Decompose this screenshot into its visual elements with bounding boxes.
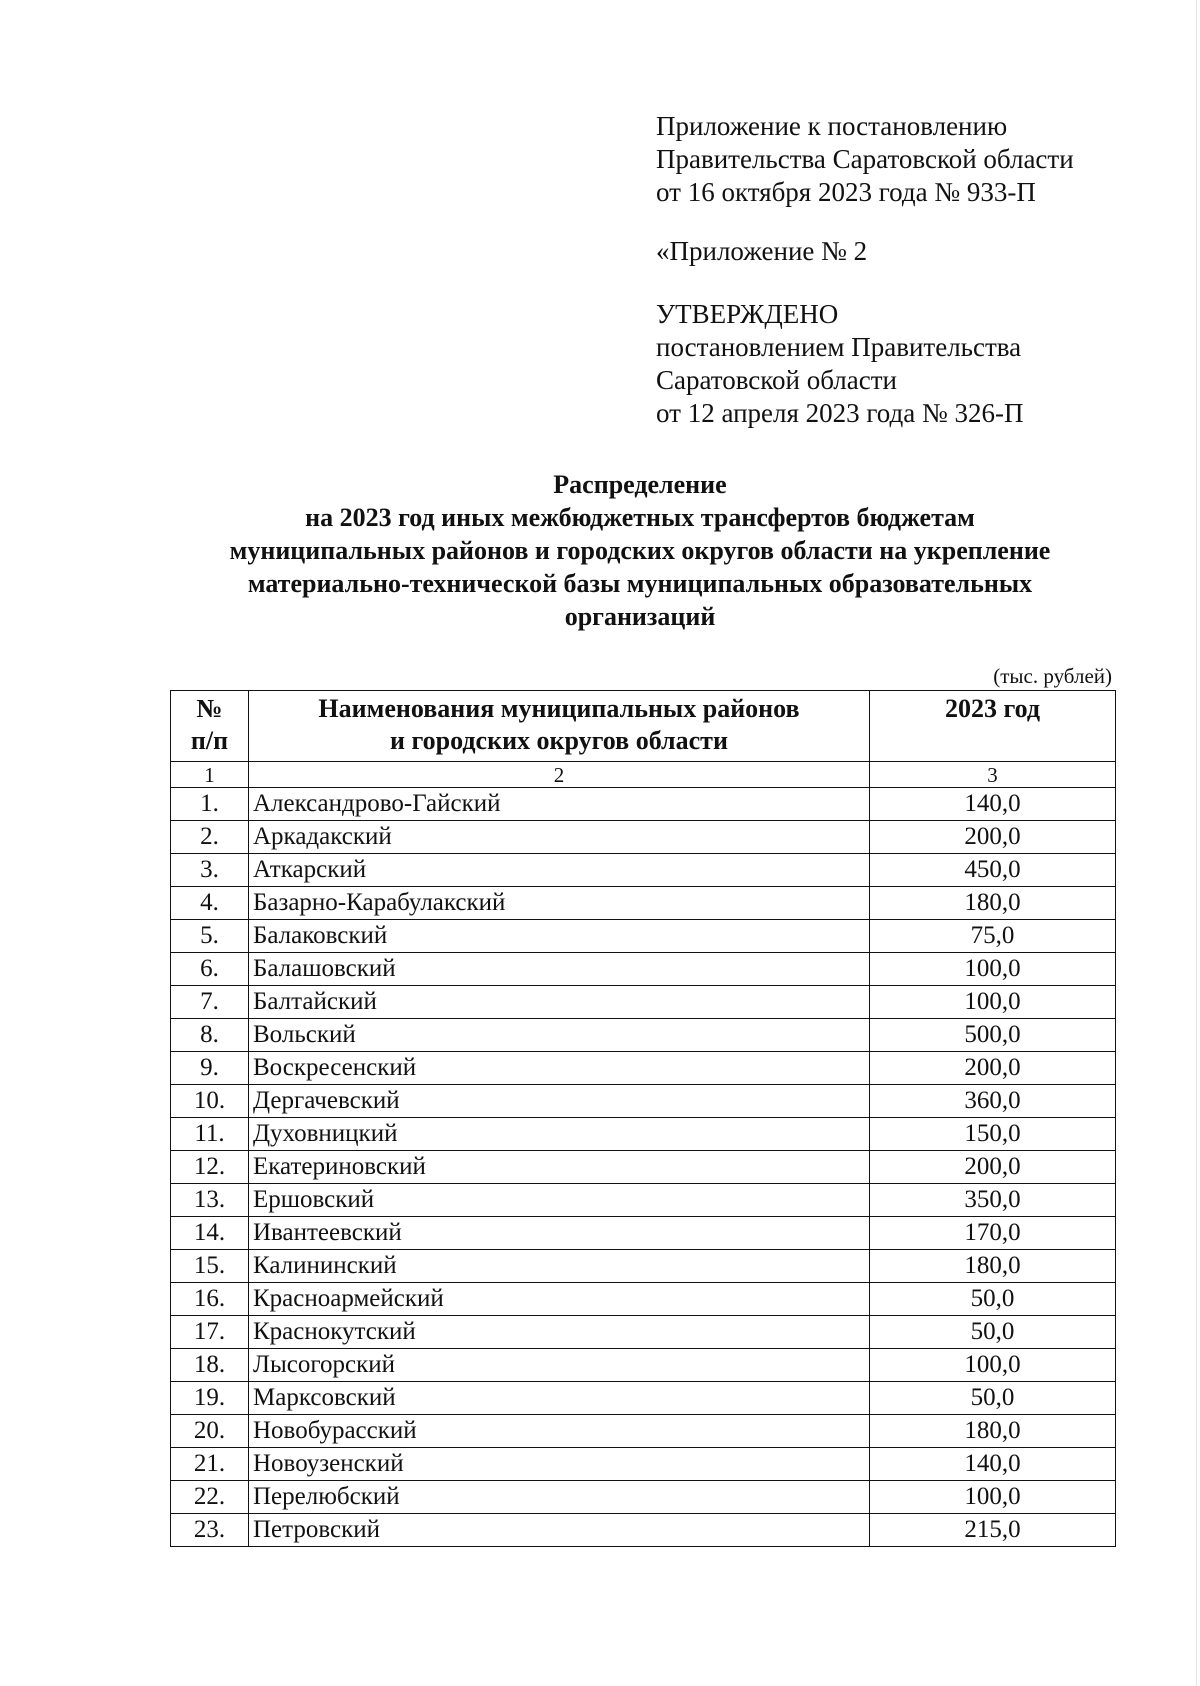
row-name: Балтайский: [249, 986, 870, 1019]
table-row: [171, 1382, 1116, 1415]
table-row: [171, 920, 1116, 953]
table-row: [171, 1151, 1116, 1184]
header-line-6: постановлением Правительства: [656, 332, 1022, 362]
row-value: 50,0: [870, 1382, 1116, 1415]
document-title: [150, 468, 1130, 633]
row-value: 360,0: [870, 1085, 1116, 1118]
row-value: 50,0: [870, 1283, 1116, 1316]
row-value: 180,0: [870, 1250, 1116, 1283]
row-name: Дергачевский: [249, 1085, 870, 1118]
row-number: 5.: [171, 920, 249, 953]
table-row: [171, 1118, 1116, 1151]
row-number: 16.: [171, 1283, 249, 1316]
row-value: 170,0: [870, 1217, 1116, 1250]
header-line-5: УТВЕРЖДЕНО: [656, 299, 839, 329]
column-index: 3: [870, 762, 1116, 788]
row-value: 50,0: [870, 1316, 1116, 1349]
title-line-2: на 2023 год иных межбюджетных трансфертов бюджетам: [305, 503, 975, 532]
row-value: 350,0: [870, 1184, 1116, 1217]
row-name: Балашовский: [249, 953, 870, 986]
row-name: Духовницкий: [249, 1118, 870, 1151]
column-index: 1: [171, 762, 249, 788]
units-label: (тыс. рублей): [993, 664, 1112, 688]
row-name: Вольский: [249, 1019, 870, 1052]
row-number: 21.: [171, 1448, 249, 1481]
row-value: 100,0: [870, 953, 1116, 986]
title-line-4: материально-технической базы муниципальных образовательных: [247, 569, 1033, 598]
table-row: [171, 1514, 1116, 1547]
row-number: 23.: [171, 1514, 249, 1547]
column-index-row: [171, 762, 1116, 788]
header-line-8: от 12 апреля 2023 года № 326-П: [656, 398, 1024, 428]
row-value: 100,0: [870, 1349, 1116, 1382]
row-value: 180,0: [870, 887, 1116, 920]
row-name: Базарно-Карабулакский: [249, 887, 870, 920]
title-line-3: муниципальных районов и городских округов области на укрепление: [229, 536, 1051, 565]
row-number: 7.: [171, 986, 249, 1019]
row-number: 10.: [171, 1085, 249, 1118]
table-row: [171, 1217, 1116, 1250]
table-row: [171, 1283, 1116, 1316]
row-number: 12.: [171, 1151, 249, 1184]
table-row: [171, 821, 1116, 854]
approval-header: [656, 110, 1176, 430]
header-name-line-2: и городских округов области: [390, 726, 728, 755]
row-name: Ершовский: [249, 1184, 870, 1217]
header-value: [870, 691, 1116, 762]
title-line-5: организаций: [564, 602, 716, 631]
row-number: 1.: [171, 788, 249, 821]
table-row: [171, 986, 1116, 1019]
header-line-1: Приложение к постановлению: [656, 111, 1008, 141]
row-number: 3.: [171, 854, 249, 887]
table-row: [171, 854, 1116, 887]
row-value: 200,0: [870, 1052, 1116, 1085]
table-header-row: [171, 691, 1116, 762]
row-value: 200,0: [870, 1151, 1116, 1184]
table-row: [171, 1250, 1116, 1283]
row-value: 75,0: [870, 920, 1116, 953]
table-row: [171, 1349, 1116, 1382]
row-number: 6.: [171, 953, 249, 986]
header-line-4: «Приложение № 2: [656, 236, 868, 266]
table-row: [171, 953, 1116, 986]
header-line-7: Саратовской области: [656, 365, 897, 395]
row-number: 17.: [171, 1316, 249, 1349]
row-name: Калининский: [249, 1250, 870, 1283]
row-value: 180,0: [870, 1415, 1116, 1448]
row-value: 100,0: [870, 1481, 1116, 1514]
row-value: 215,0: [870, 1514, 1116, 1547]
row-value: 500,0: [870, 1019, 1116, 1052]
row-number: 18.: [171, 1349, 249, 1382]
header-line-3: от 16 октября 2023 года № 933-П: [656, 177, 1036, 207]
table-row: [171, 1184, 1116, 1217]
row-number: 22.: [171, 1481, 249, 1514]
row-name: Ивантеевский: [249, 1217, 870, 1250]
row-name: Балаковский: [249, 920, 870, 953]
row-name: Краснокутский: [249, 1316, 870, 1349]
row-name: Новоузенский: [249, 1448, 870, 1481]
table-row: [171, 1019, 1116, 1052]
table-row: [171, 788, 1116, 821]
row-name: Лысогорский: [249, 1349, 870, 1382]
row-value: 200,0: [870, 821, 1116, 854]
table-row: [171, 1415, 1116, 1448]
header-number-line-2: п/п: [190, 726, 229, 755]
row-number: 14.: [171, 1217, 249, 1250]
row-number: 8.: [171, 1019, 249, 1052]
row-name: Аткарский: [249, 854, 870, 887]
row-name: Екатериновский: [249, 1151, 870, 1184]
row-number: 15.: [171, 1250, 249, 1283]
distribution-table: [170, 690, 1116, 1547]
scan-edge-line: [1196, 0, 1197, 1686]
table-row: [171, 1316, 1116, 1349]
table-row: [171, 1085, 1116, 1118]
row-name: Петровский: [249, 1514, 870, 1547]
row-name: Красноармейский: [249, 1283, 870, 1316]
table-row: [171, 1448, 1116, 1481]
column-index: 2: [249, 762, 870, 788]
row-name: Перелюбский: [249, 1481, 870, 1514]
row-number: 4.: [171, 887, 249, 920]
row-value: 450,0: [870, 854, 1116, 887]
row-number: 11.: [171, 1118, 249, 1151]
header-value-label: 2023 год: [944, 694, 1041, 723]
row-name: Марксовский: [249, 1382, 870, 1415]
row-value: 150,0: [870, 1118, 1116, 1151]
row-value: 140,0: [870, 788, 1116, 821]
row-number: 13.: [171, 1184, 249, 1217]
row-name: Воскресенский: [249, 1052, 870, 1085]
row-value: 100,0: [870, 986, 1116, 1019]
header-number: [171, 691, 249, 762]
table-row: [171, 1052, 1116, 1085]
row-number: 20.: [171, 1415, 249, 1448]
row-name: Александрово-Гайский: [249, 788, 870, 821]
row-number: 9.: [171, 1052, 249, 1085]
header-line-2: Правительства Саратовской области: [656, 144, 1074, 174]
row-number: 2.: [171, 821, 249, 854]
row-name: Аркадакский: [249, 821, 870, 854]
header-name: [249, 691, 870, 762]
row-number: 19.: [171, 1382, 249, 1415]
table-row: [171, 887, 1116, 920]
header-name-line-1: Наименования муниципальных районов: [318, 694, 800, 723]
row-value: 140,0: [870, 1448, 1116, 1481]
row-name: Новобурасский: [249, 1415, 870, 1448]
header-number-line-1: №: [196, 694, 223, 723]
title-line-1: Распределение: [553, 470, 727, 499]
table-row: [171, 1481, 1116, 1514]
